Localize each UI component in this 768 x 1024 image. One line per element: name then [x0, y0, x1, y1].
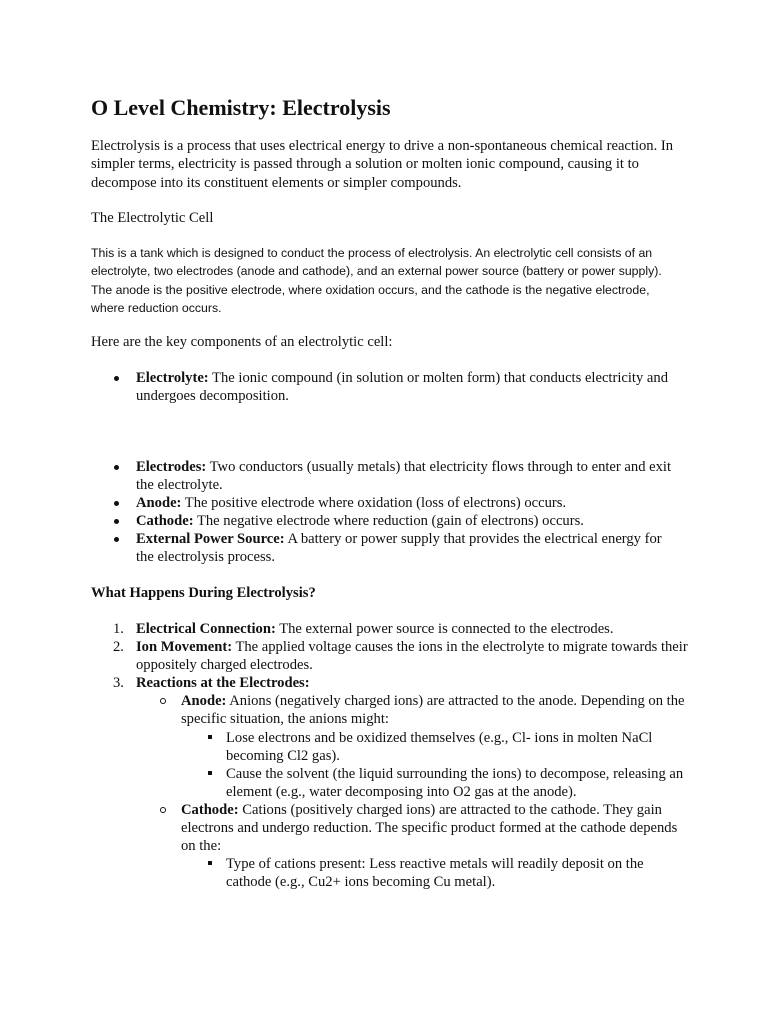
list-item — [136, 801, 691, 891]
step-number: 2. — [113, 639, 124, 656]
step-term: Reactions at the Electrodes: — [136, 675, 310, 692]
component-text: Two conductors (usually metals) that electricity flows through to enter and exit the electrolyte. — [136, 459, 672, 494]
list-item — [91, 512, 681, 530]
component-text: The ionic compound (in solution or molten form) that conducts electricity and undergoes decomposition. — [136, 370, 668, 405]
list-item — [136, 692, 691, 801]
step-text: The applied voltage causes the ions in the electrolyte to migrate towards their oppositely charged electrodes. — [136, 639, 688, 674]
step-number: 1. — [113, 621, 124, 637]
step-text: The external power source is connected to the electrodes. — [275, 621, 614, 637]
list-item — [91, 458, 681, 494]
process-steps — [91, 620, 691, 891]
list-item — [91, 674, 691, 891]
step-number: 3. — [113, 675, 124, 692]
electrode-reactions — [136, 692, 691, 891]
list-item — [91, 638, 691, 674]
list-item — [91, 620, 691, 638]
component-term: Cathode: — [136, 513, 194, 530]
step-term: Ion Movement: — [136, 639, 233, 656]
list-item — [91, 369, 681, 405]
list-item — [91, 494, 681, 512]
component-text: A battery or power supply that provides the electrical energy for the electrolysis process. — [136, 531, 662, 566]
cell-heading: The Electrolytic Cell — [91, 210, 214, 226]
component-text: The positive electrode where oxidation (loss of electrons) occurs. — [181, 495, 567, 512]
cathode-text: Cations (positively charged ions) are attracted to the cathode. They gain electrons and undergo reduction. The specific product formed at the cathode depends on the: — [181, 801, 678, 855]
component-text: The negative electrode where reduction (gain of electrons) occurs. — [193, 513, 584, 530]
cell-description: This is a tank which is designed to conduct the process of electrolysis. An electrolytic cell consists of an electrolyte, two electrodes (anode and cathode), and an external power source (battery or power supply). The anode is the positive electrode, where oxidation occurs, and the cathode is the negative electrode, where reduction occurs. — [91, 246, 662, 315]
component-term: Electrolyte: — [136, 370, 209, 386]
component-term: Anode: — [136, 495, 182, 512]
anode-points — [181, 729, 691, 801]
list-item: Cause the solvent (the liquid surrounding the ions) to decompose, releasing an element (e.g., water decomposing into O2 gas at the anode). — [181, 765, 691, 801]
anode-term: Anode: — [181, 693, 227, 710]
step-term: Electrical Connection: — [136, 621, 276, 637]
list-item: Lose electrons and be oxidized themselves (e.g., Cl- ions in molten NaCl becoming Cl2 gas). — [181, 729, 691, 765]
components-list-first — [91, 369, 681, 405]
list-item: Type of cations present: Less reactive metals will readily deposit on the cathode (e.g., Cu2+ ions becoming Cu metal). — [181, 855, 691, 891]
process-heading: What Happens During Electrolysis? — [91, 585, 316, 601]
anode-text: Anions (negatively charged ions) are attracted to the anode. Depending on the specific situation, the anions might: — [181, 693, 685, 728]
cathode-term: Cathode: — [181, 801, 239, 818]
cathode-points — [181, 855, 691, 891]
components-list-rest — [91, 458, 681, 567]
list-item — [91, 530, 681, 566]
components-intro: Here are the key components of an electrolytic cell: — [91, 334, 393, 350]
intro-paragraph: Electrolysis is a process that uses electrical energy to drive a non-spontaneous chemical reaction. In simpler terms, electricity is passed through a solution or molten ionic compound, causing it to decompose into its constituent elements or simpler compounds. — [91, 138, 674, 191]
component-term: External Power Source: — [136, 531, 285, 548]
component-term: Electrodes: — [136, 459, 207, 475]
page-title: O Level Chemistry: Electrolysis — [91, 95, 391, 120]
